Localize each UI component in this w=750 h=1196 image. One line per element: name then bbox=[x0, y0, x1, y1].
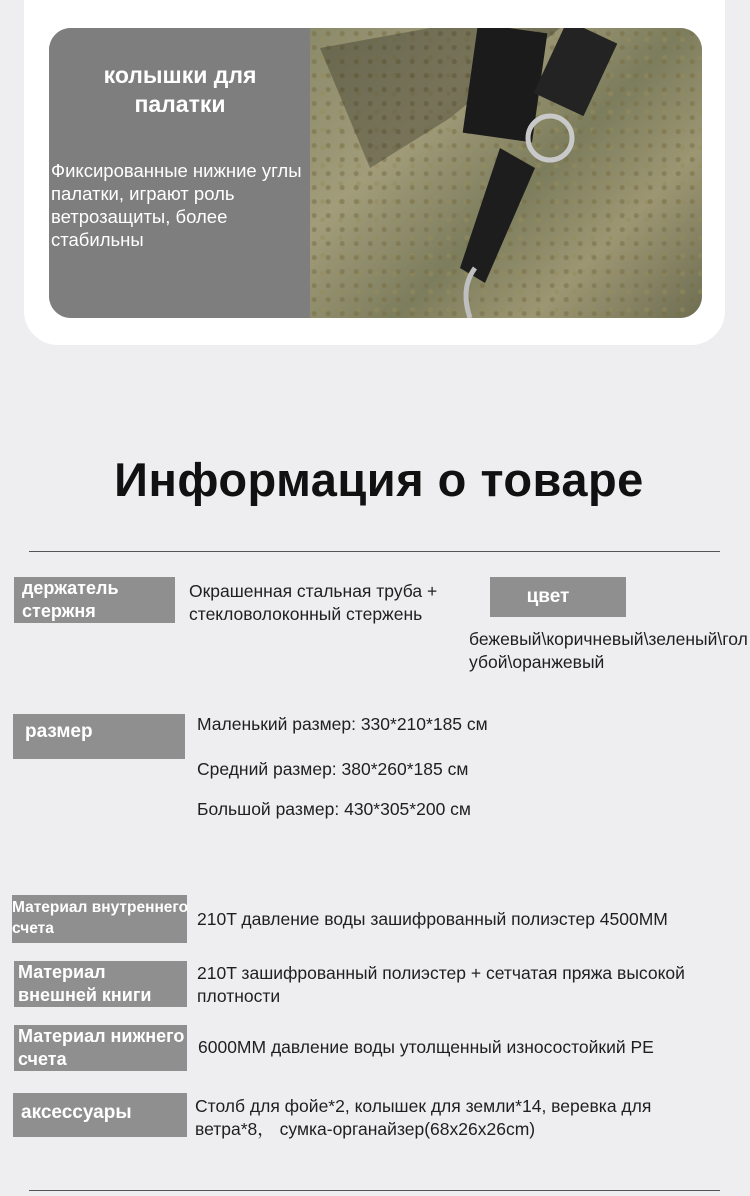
stake-strap-illustration bbox=[310, 28, 702, 318]
spec-value-outer: 210T зашифрованный полиэстер + сетчатая пряжа высокой плотности bbox=[197, 963, 685, 1006]
spec-label-bottom bbox=[14, 1025, 187, 1071]
page-heading: Информация о товаре bbox=[114, 453, 644, 506]
spec-value-accessories: Столб для фойе*2, колышек для земли*14, веревка для ветра*8， сумка-органайзер(68x26x26cm) bbox=[195, 1096, 652, 1139]
spec-value-size-small: Маленький размер: 330*210*185 см bbox=[197, 714, 488, 734]
tent-stake-photo bbox=[310, 28, 702, 318]
spec-label-accessories-text: аксессуары bbox=[21, 1102, 132, 1123]
spec-label-outer-text: Материал внешней книги bbox=[18, 962, 152, 1005]
spec-label-color bbox=[490, 577, 626, 617]
spec-label-holder bbox=[14, 577, 175, 623]
spec-label-outer bbox=[14, 961, 187, 1007]
spec-value-bottom: 6000MM давление воды утолщенный износостойкий PE bbox=[198, 1037, 654, 1057]
spec-label-color-text: цвет bbox=[526, 586, 570, 607]
feature-description: Фиксированные нижние углы палатки, играют роль ветрозащиты, более стабильны bbox=[51, 160, 302, 250]
spec-label-inner-text: Материал внутреннего счета bbox=[12, 899, 189, 937]
bottom-divider bbox=[29, 1190, 720, 1191]
spec-value-holder: Окрашенная стальная труба + стекловолоконный стержень bbox=[189, 581, 438, 624]
spec-label-size bbox=[13, 714, 185, 759]
spec-label-accessories bbox=[13, 1093, 187, 1137]
spec-label-size-text: размер bbox=[25, 721, 93, 742]
spec-label-holder-text: держатель стержня bbox=[22, 578, 119, 621]
tent-stake-feature bbox=[49, 28, 702, 318]
top-divider bbox=[29, 551, 720, 552]
spec-value-size-medium: Средний размер: 380*260*185 см bbox=[197, 759, 469, 779]
spec-label-inner bbox=[12, 895, 187, 943]
spec-label-bottom-text: Материал нижнего счета bbox=[18, 1026, 185, 1069]
feature-text-panel bbox=[49, 28, 311, 318]
spec-value-size-large: Большой размер: 430*305*200 см bbox=[197, 799, 471, 819]
feature-title: колышки для палатки bbox=[103, 62, 257, 117]
spec-value-inner: 210T давление воды зашифрованный полиэстер 4500MM bbox=[197, 909, 668, 929]
spec-value-color: бежевый\коричневый\зеленый\голубой\оранжевый bbox=[469, 629, 748, 672]
